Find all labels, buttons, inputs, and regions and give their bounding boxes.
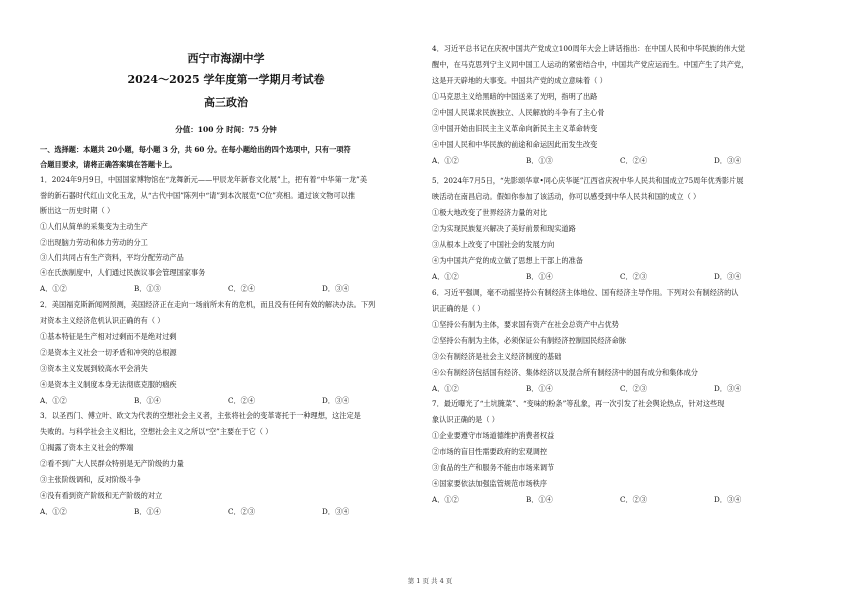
option-c: C．②③ [228,507,256,516]
section-intro-line: 合题目要求，请将正确答案填在答题卡上。 [40,160,177,169]
option-b: B．①④ [526,495,553,504]
statement-item: ①马克思主义给黑暗的中国送来了光明，指明了出路 [432,92,598,101]
question-stem-line: 2．美国福克斯新闻网预测，美国经济正在走向一场前所未有的危机，而且没有任何有效的解决办法。下列 [40,300,376,309]
statement-item: ③中国开始由旧民主主义革命向新民主主义革命转变 [432,124,598,133]
school-name: 西宁市海湖中学 [187,52,265,65]
question-stem-line: 3．以圣西门、傅立叶、欧文为代表的空想社会主义者，主张将社会的变革寄托于一种理想，这注定是 [40,411,361,420]
statement-item: ②出现脑力劳动和体力劳动的分工 [40,238,148,247]
statement-item: ④国家要依法加强监管规范市场秩序 [432,479,548,488]
statement-item: ④公有制经济包括国有经济、集体经济以及混合所有制经济中的国有成分和集体成分 [432,368,698,377]
statement-item: ①揭露了资本主义社会的弊端 [40,443,134,452]
option-b: B．①④ [134,396,161,405]
question-stem-line: 4．习近平总书记在庆祝中国共产党成立100周年大会上讲话指出：在中国人民和中华民族的伟大觉 [432,44,745,53]
statement-item: ②看不到广大人民群众特别是无产阶级的力量 [40,459,184,468]
option-c: C．②④ [228,396,256,405]
question-stem-line: 失败的。与科学社会主义相比，空想社会主义之所以“空”主要在于它（ ） [40,427,273,436]
question-stem-line: 誉的新石器时代红山文化玉龙，从“古代中国”陈列中“请”到本次展览“C位”亮相。通过该文物可以推 [40,191,356,200]
option-d: D．③④ [322,396,350,405]
question-stem-line: 这是开天辟地的大事变。中国共产党的成立意味着（ ） [432,76,607,85]
statement-item: ①极大地改变了世界经济力量的对比 [432,208,548,217]
option-a: A．①② [432,384,459,393]
statement-item: ②坚持公有制为主体，必须保证公有制经济控制国民经济命脉 [432,336,627,345]
option-c: C．②③ [620,384,648,393]
option-d: D．③④ [714,384,742,393]
option-a: A．①② [40,507,67,516]
question-stem-line: 识正确的是（ ） [432,304,485,313]
option-d: D．③④ [322,284,350,293]
statement-item: ④没有看到资产阶级和无产阶级的对立 [40,491,163,500]
option-d: D．③④ [322,507,350,516]
question-stem-line: 5．2024年7月5日，“先影颂华章•同心庆华诞”江西省庆祝中华人民共和国成立75周年优秀影片展 [432,176,744,185]
option-b: B．①③ [134,284,161,293]
statement-item: ③从根本上改变了中国社会的发展方向 [432,240,555,249]
exam-subject: 高三政治 [204,96,248,109]
statement-item: ①基本特征是生产相对过剩而不是绝对过剩 [40,332,177,341]
option-c: C．②③ [620,495,648,504]
option-d: D．③④ [714,495,742,504]
page-number: 第 1 页 共 4 页 [407,577,453,585]
statement-item: ④在氏族制度中，人们通过民族议事会管理国家事务 [40,268,206,277]
statement-item: ②是资本主义社会一切矛盾和冲突的总根源 [40,348,177,357]
statement-item: ①坚持公有制为主体，要求国有资产在社会总资产中占优势 [432,320,619,329]
question-stem-line: 对资本主义经济危机认识正确的有（ ） [40,316,165,325]
statement-item: ④为中国共产党的成立做了思想上干部上的准备 [432,256,583,265]
statement-item: ①企业要遵守市场道德维护消费者权益 [432,431,555,440]
statement-item: ③人们共同占有生产资料，平均分配劳动产品 [40,253,184,262]
option-c: C．②④ [620,156,648,165]
option-c: C．②④ [228,284,256,293]
statement-item: ③公有制经济是社会主义经济制度的基础 [432,352,562,361]
statement-item: ③食品的生产和服务不能由市场来调节 [432,463,555,472]
question-stem-line: 映活动在南昌启动。假如你参加了该活动，你可以感受到中华人民共和国的成立（ ） [432,192,701,201]
statement-item: ②市场的盲目性需要政府的宏观调控 [432,447,548,456]
statement-item: ①人们从简单的采集变为主动生产 [40,222,148,231]
option-b: B．①④ [526,272,553,281]
statement-item: ②为实现民族复兴解决了美好前景和现实道路 [432,224,576,233]
option-b: B．①③ [526,156,553,165]
statement-item: ③主张阶级调和，反对阶级斗争 [40,475,141,484]
option-a: A．①② [432,495,459,504]
statement-item: ③资本主义发展到较高水平会消失 [40,364,148,373]
question-stem-line: 1．2024年9月9日，中国国家博物馆在“龙舞新元——甲辰龙年新春文化展”上，把有着“中华第一龙”美 [40,175,368,184]
option-b: B．①④ [526,384,553,393]
exam-term: 2024～2025 学年度第一学期月考试卷 [127,73,325,86]
option-a: A．①② [432,272,459,281]
question-stem-line: 6．习近平强调，毫不动摇坚持公有制经济主体地位、国有经济主导作用。下列对公有制经济的认 [432,288,739,297]
option-d: D．③④ [714,272,742,281]
option-d: D．③④ [714,156,742,165]
option-a: A．①② [40,396,67,405]
statement-item: ④是资本主义制度本身无法彻底克服的痼疾 [40,380,177,389]
option-a: A．①② [432,156,459,165]
statement-item: ④中国人民和中华民族的前途和命运因此而发生改变 [432,140,598,149]
statement-item: ②中国人民谋求民族独立、人民解放的斗争有了主心骨 [432,108,605,117]
question-stem-line: 醒中，在马克思列宁主义同中国工人运动的紧密结合中，中国共产党应运而生。中国产生了共产党， [432,60,749,69]
option-c: C．②③ [620,272,648,281]
question-stem-line: 断出这一历史时期（ ） [40,206,115,215]
option-a: A．①② [40,284,67,293]
question-stem-line: 象认识正确的是（ ） [432,415,499,424]
question-stem-line: 7．最近曝光了“土坑腌菜”、“变味的粉条”等乱象，再一次引发了社会舆论热点，针对这些现 [432,399,725,408]
section-intro-line: 一、选择题：本题共 20小题，每小题 3 分，共 60 分。在每小题给出的四个选项中，只有一项符 [40,145,351,154]
score-time: 分值：100 分 时间：75 分钟 [175,125,277,134]
option-b: B．①④ [134,507,161,516]
